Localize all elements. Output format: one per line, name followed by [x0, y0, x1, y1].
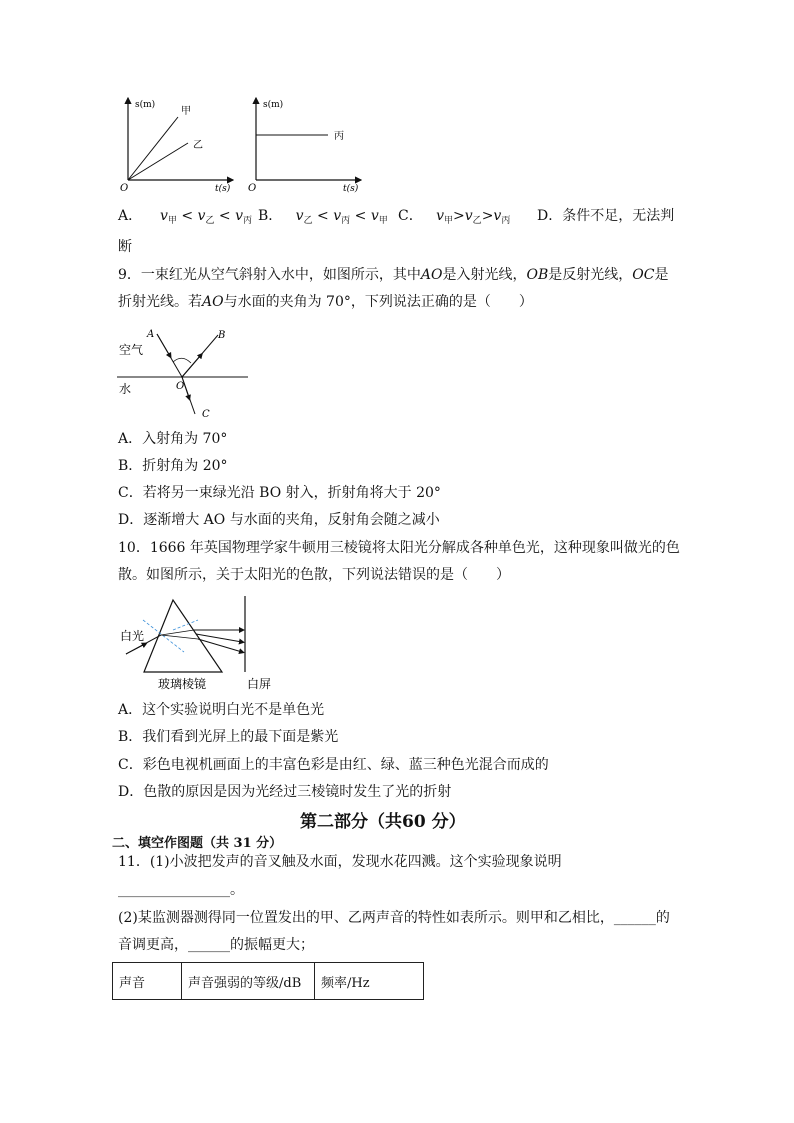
q10-option-a: A．这个实验说明白光不是单色光	[118, 702, 325, 718]
label-air: 空气	[119, 343, 144, 357]
st-graph-1	[115, 95, 240, 195]
q9-option-d: D．逐渐增大 AO 与水面的夹角，反射角会随之减小	[118, 512, 440, 528]
label-water: 水	[119, 382, 132, 396]
q8-option-b: B． $v_乙 < v_丙 < v_甲$	[258, 208, 388, 226]
line-yi	[128, 143, 188, 180]
table-header-cell: 声音强弱的等级/dB	[182, 963, 315, 1000]
label-jia: 甲	[181, 106, 191, 117]
x-label: t(s)	[343, 184, 359, 194]
part-two-title: 第二部分（共60 分）	[300, 812, 466, 832]
y-label: s(m)	[135, 100, 156, 110]
q9-option-b: B．折射角为 20°	[118, 458, 228, 474]
section-two-title: 二、填空作图题（共 31 分）	[112, 836, 283, 851]
q8-option-c: C． $v_甲>v_乙>v_丙$	[398, 208, 511, 226]
label-a: A	[147, 329, 155, 340]
label-b: B	[218, 330, 226, 341]
q9-option-a: A．入射角为 70°	[118, 431, 228, 447]
table-header-row	[113, 963, 424, 1000]
prism-dispersion-diagram	[118, 592, 278, 694]
q9-stem-line1: 9．一束红光从空气斜射入水中，如图所示，其中AO是入射光线，OB是反射光线，OC是	[118, 267, 669, 283]
label-screen: 白屏	[247, 677, 272, 691]
q10-option-c: C．彩色电视机画面上的丰富色彩是由红、绿、蓝三种色光混合而成的	[118, 757, 549, 773]
q10-option-d: D．色散的原因是因为光经过三棱镜时发生了光的折射	[118, 784, 452, 800]
q8-option-a: A． $v_甲 < v_乙 < v_丙$	[118, 208, 253, 226]
q11-part1: 11．(1)小波把发声的音叉触及水面，发现水花四溅。这个实验现象说明	[118, 854, 562, 870]
sound-properties-table	[112, 962, 424, 1000]
label-prism: 玻璃棱镜	[158, 677, 207, 691]
reflection-refraction-diagram	[115, 322, 255, 422]
line-jia	[128, 117, 178, 180]
table-header-cell: 频率/Hz	[315, 963, 424, 1000]
q9-stem-line2: 折射光线。若AO与水面的夹角为 70°，下列说法正确的是（ ）	[118, 294, 533, 310]
label-c: C	[202, 409, 210, 420]
q10-stem-line1: 10．1666 年英国物理学家牛顿用三棱镜将太阳光分解成各种单色光，这种现象叫做光的色	[118, 540, 680, 556]
inner-ray-2	[161, 635, 198, 639]
angle-arc	[173, 358, 191, 363]
q11-part2-line1: (2)某监测器测得同一位置发出的甲、乙两声音的特性如表所示。则甲和乙相比，______的	[118, 910, 670, 926]
origin-label: O	[248, 183, 257, 194]
label-bing: 丙	[334, 131, 344, 142]
white-light-arrow	[126, 644, 145, 654]
table-header-cell: 声音	[113, 963, 182, 1000]
q8-wrap: 断	[118, 239, 132, 255]
st-graph-2	[243, 95, 368, 195]
label-yi: 乙	[193, 140, 203, 151]
q10-option-b: B．我们看到光屏上的最下面是紫光	[118, 729, 339, 745]
ray-ob-arrow	[182, 355, 201, 377]
y-label: s(m)	[263, 100, 284, 110]
inner-ray-1	[161, 630, 194, 635]
label-white-light: 白光	[120, 629, 145, 643]
normal-dashed-2	[173, 620, 198, 630]
x-label: t(s)	[215, 184, 231, 194]
origin-label: O	[120, 183, 129, 194]
q11-blank1: ________________。	[118, 882, 244, 898]
q8-option-d: D．条件不足，无法判	[537, 208, 675, 224]
q10-stem-line2: 散。如图所示，关于太阳光的色散，下列说法错误的是（ ）	[118, 567, 510, 583]
q9-option-c: C．若将另一束绿光沿 BO 射入，折射角将大于 20°	[118, 485, 441, 501]
ray-ao-arrow	[157, 334, 170, 356]
q11-part2-line2: 音调更高，______的振幅更大；	[118, 937, 314, 953]
label-o: O	[176, 381, 185, 392]
